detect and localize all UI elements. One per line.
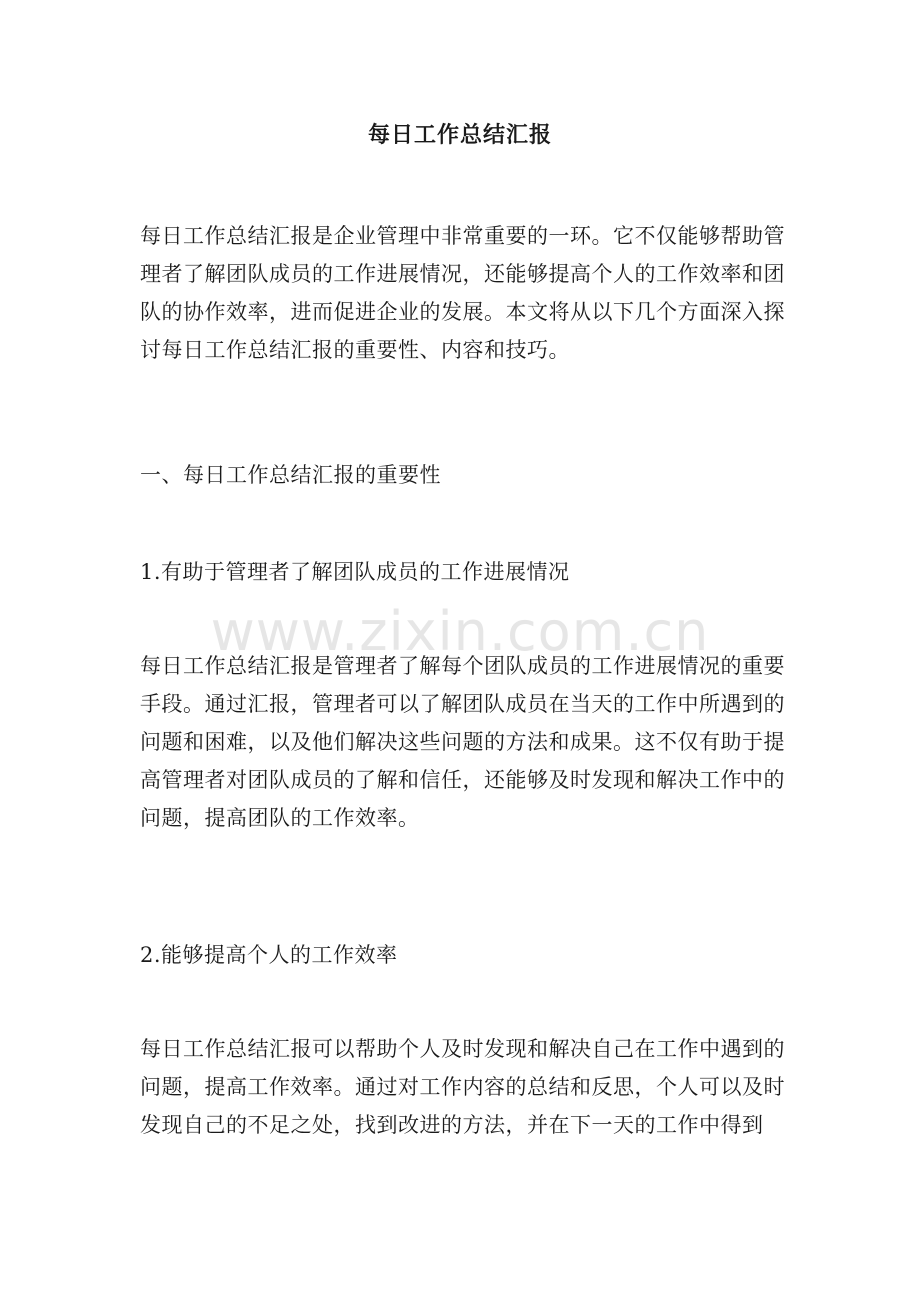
subheading-2: 2.能够提高个人的工作效率 xyxy=(140,943,398,967)
paragraph-2: 每日工作总结汇报可以帮助个人及时发现和解决自己在工作中遇到的问题，提高工作效率。通过对工作内容的总结和反思，个人可以及时发现自己的不足之处，找到改进的方法，并在下一天的工作中得到 xyxy=(140,1037,785,1137)
intro-paragraph: 每日工作总结汇报是企业管理中非常重要的一环。它不仅能够帮助管理者了解团队成员的工作进展情况，还能够提高个人的工作效率和团队的协作效率，进而促进企业的发展。本文将从以下几个方面深入探讨每日工作总结汇报的重要性、内容和技巧。 xyxy=(140,224,785,362)
section-heading-importance: 一、每日工作总结汇报的重要性 xyxy=(140,463,441,487)
watermark: www.zixin.com.cn xyxy=(210,600,710,663)
subheading-1: 1.有助于管理者了解团队成员的工作进展情况 xyxy=(140,560,570,584)
document-title: 每日工作总结汇报 xyxy=(367,122,552,148)
paragraph-1: 每日工作总结汇报是管理者了解每个团队成员的工作进展情况的重要手段。通过汇报，管理者可以了解团队成员在当天的工作中所遇到的问题和困难，以及他们解决这些问题的方法和成果。这不仅有助于提高管理者对团队成员的了解和信任，还能够及时发现和解决工作中的问题，提高团队的工作效率。 xyxy=(140,654,785,830)
